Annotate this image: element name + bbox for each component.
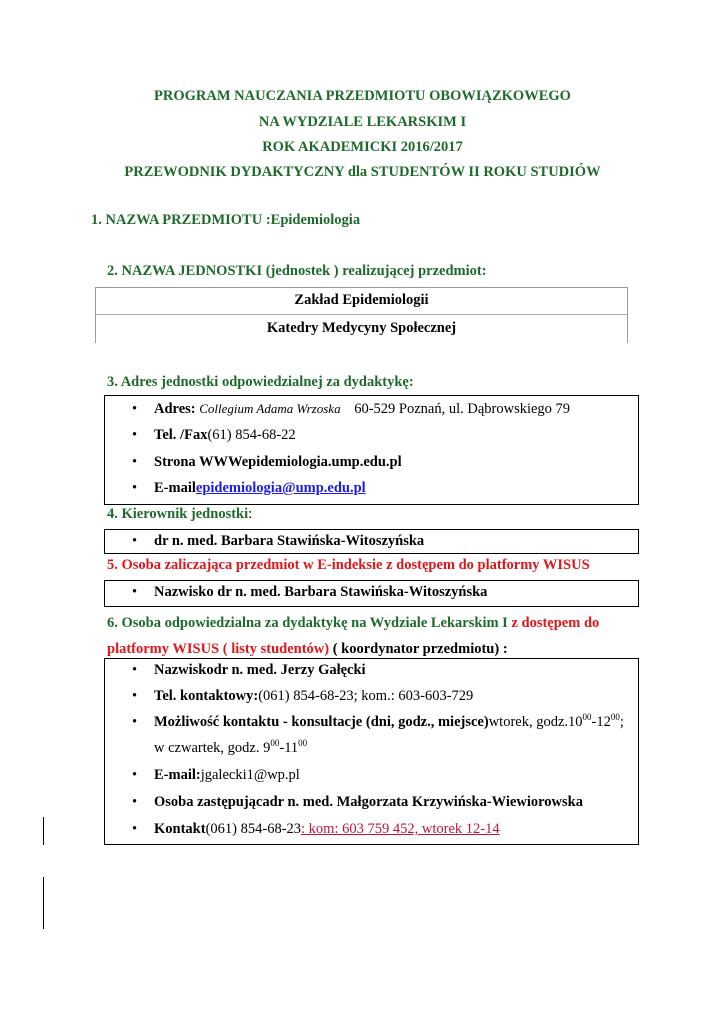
coordinator-email-label: E-mail: [154,767,201,783]
section-6-label-red-1: z dostępem do [511,615,600,631]
section-5-label: 5. Osoba zaliczająca przedmiot w E-indeksie z dostępem do platformy WISUS [107,557,590,573]
coordinator-contact-line2-b: -11 [279,740,299,756]
coordinator-kontakt-value: (061) 854-68-23 [205,821,302,837]
web-item [132,454,402,471]
coordinator-contact-line-2 [154,740,307,757]
coordinator-contact-line2-sup-1: 00 [270,738,280,749]
bullet-icon: • [132,401,138,417]
section-6-label [107,610,627,662]
header-line-2: NA WYDZIALE LEKARSKIM I [258,114,467,130]
coordinator-name-label: Nazwisko [154,662,214,678]
header-line-3: ROK AKADEMICKI 2016/2017 [262,139,463,155]
section-1-label: 1. NAZWA PRZEDMIOTU : [91,212,271,228]
address-item [132,401,571,418]
bullet-icon: • [132,688,138,704]
unit-table [95,287,628,343]
tel-value: (61) 854-68-22 [207,427,296,443]
unit-row-1: Zakład Epidemiologii [294,292,429,308]
section-1-value: Epidemiologia [270,212,361,228]
section-4 [107,506,252,523]
coordinator-contact-line2-a: w czwartek, godz. 9 [154,740,271,756]
coordinator-tel-item [132,688,474,705]
coordinator-name-item [132,662,366,679]
unit-divider [96,314,627,315]
coordinator-sub-value: dr n. med. Małgorzata Krzywińska-Wiewiorowska [269,794,583,810]
bullet-icon: • [132,794,138,810]
coordinator-contact-line2-sup-2: 00 [298,738,308,749]
coordinator-kontakt-red: : kom: 603 759 452, wtorek 12-14 [301,821,500,837]
margin-change-bar [43,817,44,845]
section-1 [91,212,360,229]
section-4-colon: : [248,506,253,522]
email-label: E-mail [154,480,196,496]
bullet-icon: • [132,454,138,470]
header-line-4: PRZEWODNIK DYDAKTYCZNY dla STUDENTÓW II ROKU STUDIÓW [124,164,601,180]
section-3-label: 3. Adres jednostki odpowiedzialnej za dydaktykę: [107,374,414,390]
coordinator-tel-label: Tel. kontaktowy: [154,688,259,704]
e-index-name-value: dr n. med. Barbara Stawińska-Witoszyńska [217,584,488,600]
bullet-icon: • [132,821,138,837]
email-link[interactable]: epidemiologia@ump.edu.pl [195,480,366,496]
margin-change-bar [43,877,44,929]
email-item [132,480,366,497]
web-label: Strona WWW [154,454,242,470]
coordinator-contact-value-2: -12 [591,714,611,730]
coordinator-email-value[interactable]: jgalecki1@wp.pl [200,767,300,783]
coordinator-contact-value-3: ; [619,714,624,730]
address-building: Collegium Adama Wrzoska [199,401,341,416]
web-value[interactable]: epidemiologia.ump.edu.pl [241,454,402,470]
section-6-label-green: 6. Osoba odpowiedzialna za dydaktykę na Wydziale Lekarskim I [107,615,508,631]
coordinator-kontakt-item [132,821,500,838]
unit-row-2: Katedry Medycyny Społecznej [266,320,457,336]
section-6-label-green-2: ( koordynator przedmiotu) : [332,641,508,657]
tel-label: Tel. /Fax [154,427,208,443]
bullet-icon: • [132,714,138,730]
e-index-name-label: Nazwisko [154,584,214,600]
header-line-1: PROGRAM NAUCZANIA PRZEDMIOTU OBOWIĄZKOWEGO [154,88,571,104]
section-2-label: 2. NAZWA JEDNOSTKI (jednostek ) realizującej przedmiot: [107,263,487,279]
coordinator-tel-value: (061) 854-68-23; kom.: 603-603-729 [258,688,474,704]
coordinator-contact-sup-2: 00 [610,712,620,723]
section-6-label-red-2: platformy WISUS ( listy studentów) [107,641,330,657]
bullet-icon: • [132,584,138,600]
address-label: Adres: [154,401,196,417]
coordinator-contact-value-1: wtorek, godz.10 [488,714,583,730]
coordinator-contact-sup-1: 00 [582,712,592,723]
bullet-icon: • [132,662,138,678]
e-index-item [132,584,488,601]
coordinator-sub-label: Osoba zastępująca [154,794,270,810]
bullet-icon: • [132,427,138,443]
coordinator-contact-label: Możliwość kontaktu - konsultacje (dni, godz., miejsce) [154,714,489,730]
head-value: dr n. med. Barbara Stawińska-Witoszyńska [154,533,425,549]
section-4-label: 4. Kierownik jednostki [107,506,249,522]
bullet-icon: • [132,480,138,496]
coordinator-kontakt-label: Kontakt [154,821,206,837]
coordinator-sub-item [132,794,583,811]
bullet-icon: • [132,533,138,549]
head-item [132,533,425,550]
bullet-icon: • [132,767,138,783]
address-street: 60-529 Poznań, ul. Dąbrowskiego 79 [354,401,571,417]
coordinator-contact-item [132,712,624,731]
coordinator-email-item [132,767,300,784]
tel-item [132,427,296,444]
coordinator-name-value: dr n. med. Jerzy Gałęcki [213,662,366,678]
